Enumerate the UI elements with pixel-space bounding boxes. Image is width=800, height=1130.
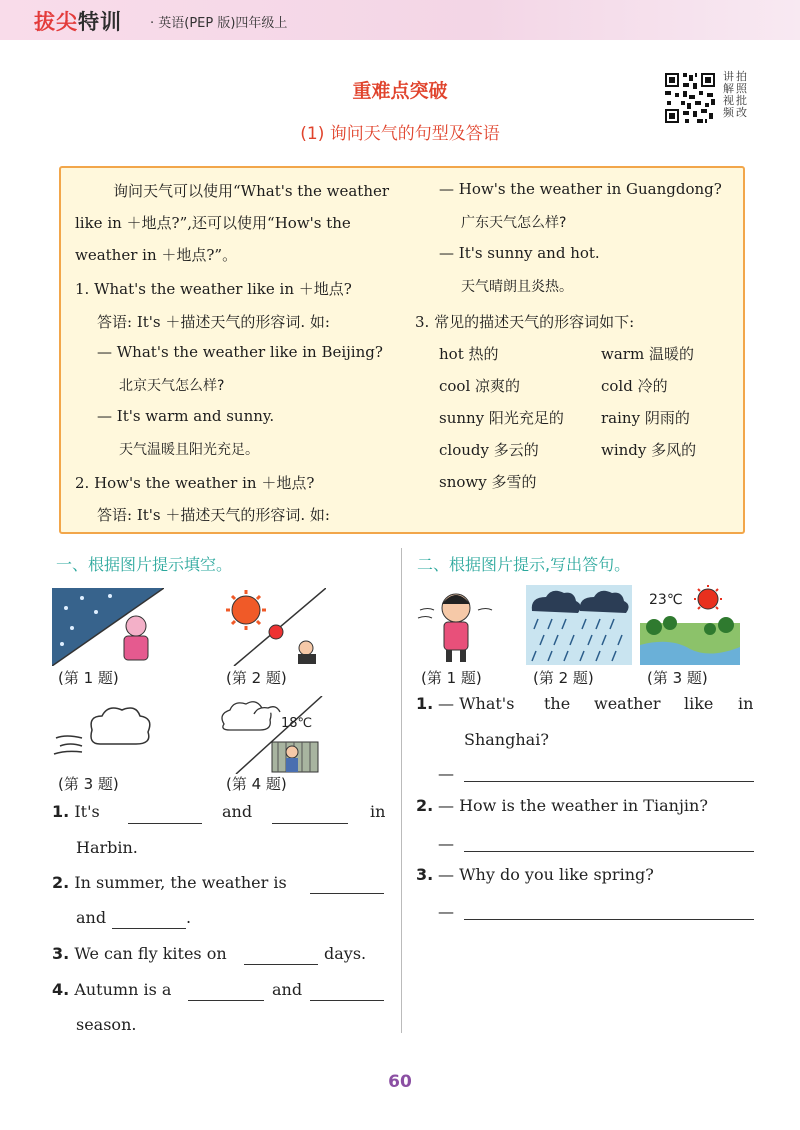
box-text: — What's the weather like in Beijing? [97, 343, 383, 361]
answer-blank[interactable] [272, 822, 348, 824]
section-title: 重难点突破 [352, 80, 448, 102]
box-text: 答语: It's ＋描述天气的形容词. 如: [97, 506, 330, 524]
temperature-label: 18℃ [281, 716, 313, 731]
q1-word: in [370, 802, 386, 821]
box-text: 3. 常见的描述天气的形容词如下: [415, 313, 635, 331]
word-item: windy 多风的 [601, 441, 697, 459]
answer-dash: — [438, 764, 454, 783]
q1-word: — What's [438, 694, 515, 713]
answer-dash: — [438, 902, 454, 921]
word-item: sunny 阳光充足的 [439, 409, 564, 427]
page-number: 60 [388, 1072, 412, 1092]
caption: (第 3 题) [647, 669, 708, 687]
box-text: 天气温暖且阳光充足。 [119, 442, 259, 458]
answer-blank[interactable] [310, 892, 384, 894]
answer-blank[interactable] [310, 999, 384, 1001]
answer-line[interactable] [464, 918, 754, 920]
box-text: 询问天气可以使用“What's the weather [113, 182, 390, 200]
question-4: 4. Autumn is a [52, 980, 172, 999]
q1-word: in [738, 694, 754, 713]
question-1: 1. [416, 694, 434, 713]
question-3: 3. [416, 865, 434, 884]
caption: (第 4 题) [226, 775, 287, 793]
book-subject: · 英语(PEP 版)四年级上 [150, 16, 288, 31]
word-item: cool 凉爽的 [439, 377, 521, 395]
windy-picture [52, 700, 164, 760]
caption: (第 1 题) [421, 669, 482, 687]
q4-word: and [272, 980, 303, 999]
q4-word: season. [76, 1015, 137, 1034]
word-item: rainy 阴雨的 [601, 409, 690, 427]
caption: (第 2 题) [226, 669, 287, 687]
word-item: hot 热的 [439, 345, 499, 363]
word-item: cloudy 多云的 [439, 441, 539, 459]
word-item: warm 温暖的 [601, 345, 694, 363]
question-1: 1. It's [52, 802, 100, 821]
q1-word: Shanghai? [464, 730, 549, 749]
snowy-picture [52, 588, 164, 666]
box-text: 广东天气怎么样? [461, 215, 567, 231]
q2-text: — How is the weather in Tianjin? [438, 796, 708, 815]
box-text: 天气晴朗且炎热。 [461, 279, 573, 295]
rainy-picture [526, 585, 632, 665]
box-text: 答语: It's ＋描述天气的形容词. 如: [97, 313, 330, 331]
q1-word: weather [594, 694, 661, 713]
answer-blank[interactable] [128, 822, 202, 824]
box-text: — It's warm and sunny. [97, 407, 275, 425]
q2-word: and [76, 908, 107, 927]
answer-blank[interactable] [188, 999, 264, 1001]
box-text: — It's sunny and hot. [439, 244, 600, 262]
q1-word: Harbin. [76, 838, 138, 857]
caption: (第 1 题) [58, 669, 119, 687]
q1-word: and [222, 802, 253, 821]
box-text: — How's the weather in Guangdong? [439, 180, 722, 198]
column-divider [401, 548, 402, 1033]
answer-dash: — [438, 834, 454, 853]
q1-word: like [684, 694, 714, 713]
brand-logo: 拔尖特训 [34, 10, 122, 34]
sunny-picture [214, 588, 326, 666]
box-text: 1. What's the weather like in ＋地点? [75, 280, 352, 298]
box-text: like in ＋地点?”,还可以使用“How's the [75, 214, 351, 232]
question-2: 2. In summer, the weather is [52, 873, 287, 892]
box-text: 2. How's the weather in ＋地点? [75, 474, 315, 492]
sub-title: (1) 询问天气的句型及答语 [300, 124, 500, 144]
q1-word: the [544, 694, 571, 713]
answer-line[interactable] [464, 780, 754, 782]
cloudy-picture [214, 696, 326, 774]
answer-blank[interactable] [244, 963, 318, 965]
part1-title: 一、根据图片提示填空。 [56, 555, 233, 574]
answer-blank[interactable] [112, 927, 186, 929]
question-2: 2. [416, 796, 434, 815]
temperature-label: 23℃ [649, 592, 683, 608]
q3-text: — Why do you like spring? [438, 865, 654, 884]
word-item: cold 冷的 [601, 377, 668, 395]
box-text: 北京天气怎么样? [119, 378, 225, 394]
word-item: snowy 多雪的 [439, 473, 537, 491]
answer-line[interactable] [464, 850, 754, 852]
qr-code-icon[interactable] [663, 71, 717, 125]
cold-picture [414, 586, 496, 664]
qr-label: 讲 拍解 照视 批频 改 [723, 70, 747, 119]
question-3: 3. We can fly kites on [52, 944, 227, 963]
caption: (第 2 题) [533, 669, 594, 687]
part2-title: 二、根据图片提示,写出答句。 [417, 555, 631, 574]
q2-word: . [186, 908, 192, 927]
caption: (第 3 题) [58, 775, 119, 793]
box-text: weather in ＋地点?”。 [75, 246, 238, 264]
grammar-box [59, 166, 745, 534]
q3-word: days. [324, 944, 367, 963]
